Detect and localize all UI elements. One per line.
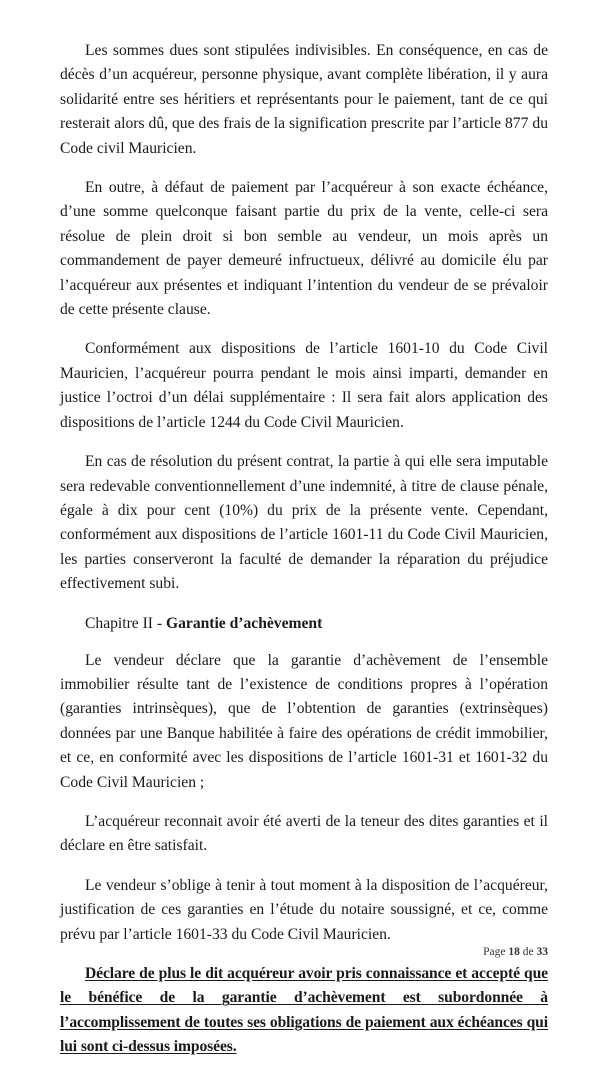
paragraph-resolution-clause: En outre, à défaut de paiement par l’acquéreur à son exacte échéance, d’une somme quelconque faisant partie du prix de la vente, celle-ci sera résolue de plein droit si bon semble au vendeur, un mois après un commandement de payer demeuré infructueux, délivré au domicile élu par l’acquéreur aux présentes et indiquant l’intention du vendeur de se prévaloir de cette présente clause. [60, 179, 548, 319]
emphasized-declaration: Déclare de plus le dit acquéreur avoir pris connaissance et accepté que le bénéfice de la garantie d’achèvement est subordonnée à l’accomplissement de toutes ses obligations de paiement aux échéances qui lui sont ci-dessus imposées. [60, 965, 548, 1056]
paragraph-penalty-clause: En cas de résolution du présent contrat, la partie à qui elle sera imputable sera redevable conventionnellement d’une indemnité, à titre de clause pénale, égale à dix pour cent (10%) du prix de la présente vente. Cependant, conformément aux dispositions de l’article 1601-11 du Code Civil Mauricien, les parties conserveront la faculté de demander la réparation du préjudice effectivement subi. [60, 453, 548, 593]
current-page: 18 [508, 946, 520, 958]
paragraph-indivisibility: Les sommes dues sont stipulées indivisibles. En conséquence, en cas de décès d’un acquéreur, personne physique, avant complète libération, il y aura solidarité entre ses héritiers et représentants pour le paiement, tant de ce qui resterait alors dû, que des frais de la signification prescrite par l’article 877 du Code civil Mauricien. [60, 42, 548, 157]
chapter-title: Garantie d’achèvement [165, 614, 323, 632]
paragraph-article-1601-10: Conformément aux dispositions de l’article 1601-10 du Code Civil Mauricien, l’acquéreur pourra pendant le mois ainsi imparti, demander en justice l’octroi d’un délai supplémentaire : Il sera fait alors application des dispositions de l’article 1244 du Code Civil Mauricien. [60, 340, 548, 431]
document-page [60, 39, 548, 1075]
chapter-heading [60, 612, 548, 636]
page-word: Page [483, 946, 506, 958]
chapter-prefix: Chapitre II - [85, 614, 166, 632]
page-number [483, 946, 548, 958]
paragraph-seller-obligation: Le vendeur s’oblige à tenir à tout moment à la disposition de l’acquéreur, justification de ces garanties en l’étude du notaire soussigné, et ce, comme prévu par l’article 1601-33 du Code Civil Mauricien. [60, 876, 548, 943]
paragraph-completion-guarantee: Le vendeur déclare que la garantie d’achèvement de l’ensemble immobilier résulte tant de l’existence de conditions propres à l’opération (garanties intrinsèques), que de l’obtention de garanties (extrinsèques) données par une Banque habilitée à faire des opérations de crédit immobilier, et ce, en conformité avec les dispositions de l’article 1601-31 et 1601-32 du Code Civil Mauricien ; [60, 651, 548, 791]
paragraph-buyer-acknowledgement: L’acquéreur reconnait avoir été averti de la teneur des dites garanties et il déclare en être satisfait. [60, 812, 548, 855]
total-pages: 33 [536, 946, 548, 958]
of-word: de [522, 946, 534, 958]
